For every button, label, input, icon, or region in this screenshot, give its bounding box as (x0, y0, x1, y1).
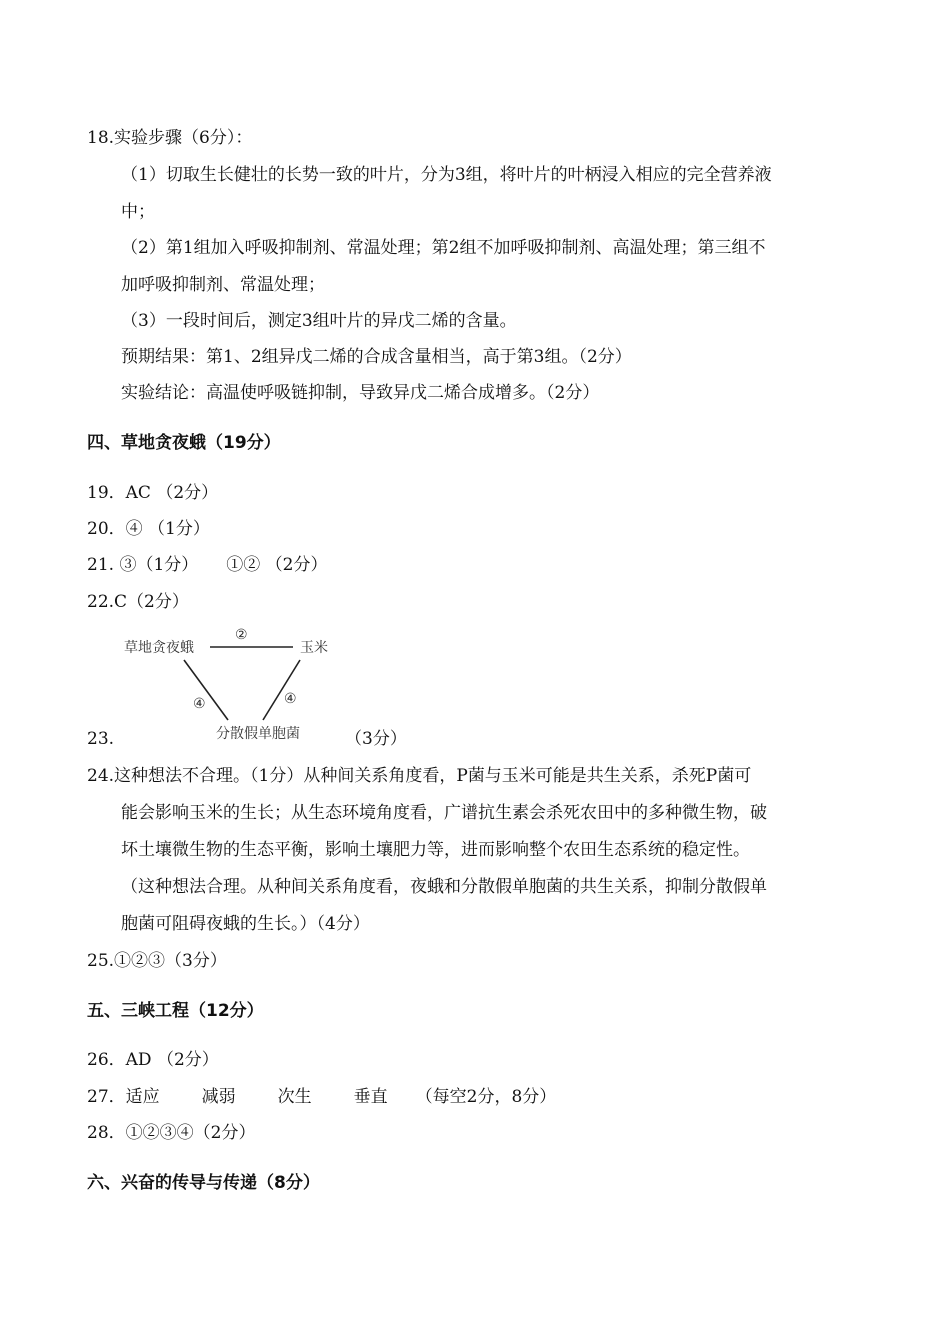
edge-label-right: ④ (284, 691, 297, 707)
q25-answer: 25.①②③（3分） (87, 951, 227, 971)
q21-part-a: 21. ③（1分） (87, 555, 199, 575)
q27-blank-4: 垂直 (353, 1087, 388, 1107)
node-corn: 玉米 (300, 640, 328, 656)
q24-line1: 24.这种想法不合理。（1分）从种间关系角度看，P菌与玉米可能是共生关系，杀死P菌可 (87, 766, 752, 786)
q27-answer (87, 1086, 556, 1108)
q27-blank-2: 减弱 (201, 1087, 236, 1107)
q27-score: （每空2分，8分） (415, 1087, 557, 1107)
q18-step1-line1: （1）切取生长健壮的长势一致的叶片，分为3组，将叶片的叶柄浸入相应的完全营养液 (121, 165, 772, 185)
q27-blank-1: 适应 (125, 1087, 160, 1107)
q21-part-b: ①② （2分） (226, 555, 328, 575)
q24-line2: 能会影响玉米的生长；从生态环境角度看，广谱抗生素会杀死农田中的多种微生物，破 (121, 803, 767, 823)
edge-right (263, 660, 300, 720)
q21-answer (87, 554, 328, 576)
q22-answer: 22.C（2分） (87, 592, 189, 612)
edge-left (184, 660, 228, 720)
q20-answer: 20．④ （1分） (87, 519, 210, 539)
q18-title: 18.实验步骤（6分）： (87, 128, 253, 148)
edge-label-top: ② (235, 627, 248, 643)
node-fall-armyworm: 草地贪夜蛾 (124, 640, 194, 656)
q18-step2-line2: 加呼吸抑制剂、常温处理； (121, 275, 325, 295)
q18-expected-result: 预期结果：第1、2组异戊二烯的合成含量相当，高于第3组。（2分） (121, 347, 632, 367)
q18-step2-line1: （2）第1组加入呼吸抑制剂、常温处理；第2组不加呼吸抑制剂、高温处理；第三组不 (121, 238, 766, 258)
food-relationship-diagram (118, 622, 348, 748)
q26-answer: 26．AD （2分） (87, 1050, 219, 1070)
edge-label-left: ④ (193, 696, 206, 712)
section6-heading: 六、兴奋的传导与传递（8分） (87, 1173, 320, 1193)
q23-score: （3分） (345, 729, 407, 749)
q27-number: 27． (87, 1087, 126, 1107)
q18-step1-line2: 中； (121, 202, 155, 222)
q27-blank-3: 次生 (277, 1087, 312, 1107)
section5-heading: 五、三峡工程（12分） (87, 1001, 264, 1021)
q24-line3: 坏土壤微生物的生态平衡，影响土壤肥力等，进而影响整个农田生态系统的稳定性。 (121, 840, 750, 860)
q23-number: 23. (87, 729, 115, 749)
q18-conclusion: 实验结论：高温使呼吸链抑制，导致异戊二烯合成增多。（2分） (121, 383, 600, 403)
section4-heading: 四、草地贪夜蛾（19分） (87, 433, 281, 453)
node-pseudomonas: 分散假单胞菌 (216, 726, 300, 742)
q19-answer: 19．AC （2分） (87, 483, 219, 503)
q24-line5: 胞菌可阻碍夜蛾的生长。）（4分） (121, 914, 370, 934)
q18-step3: （3）一段时间后，测定3组叶片的异戊二烯的含量。 (121, 311, 517, 331)
q28-answer: 28．①②③④（2分） (87, 1123, 256, 1143)
q24-line4: （这种想法合理。从种间关系角度看，夜蛾和分散假单胞菌的共生关系，抑制分散假单 (121, 877, 767, 897)
